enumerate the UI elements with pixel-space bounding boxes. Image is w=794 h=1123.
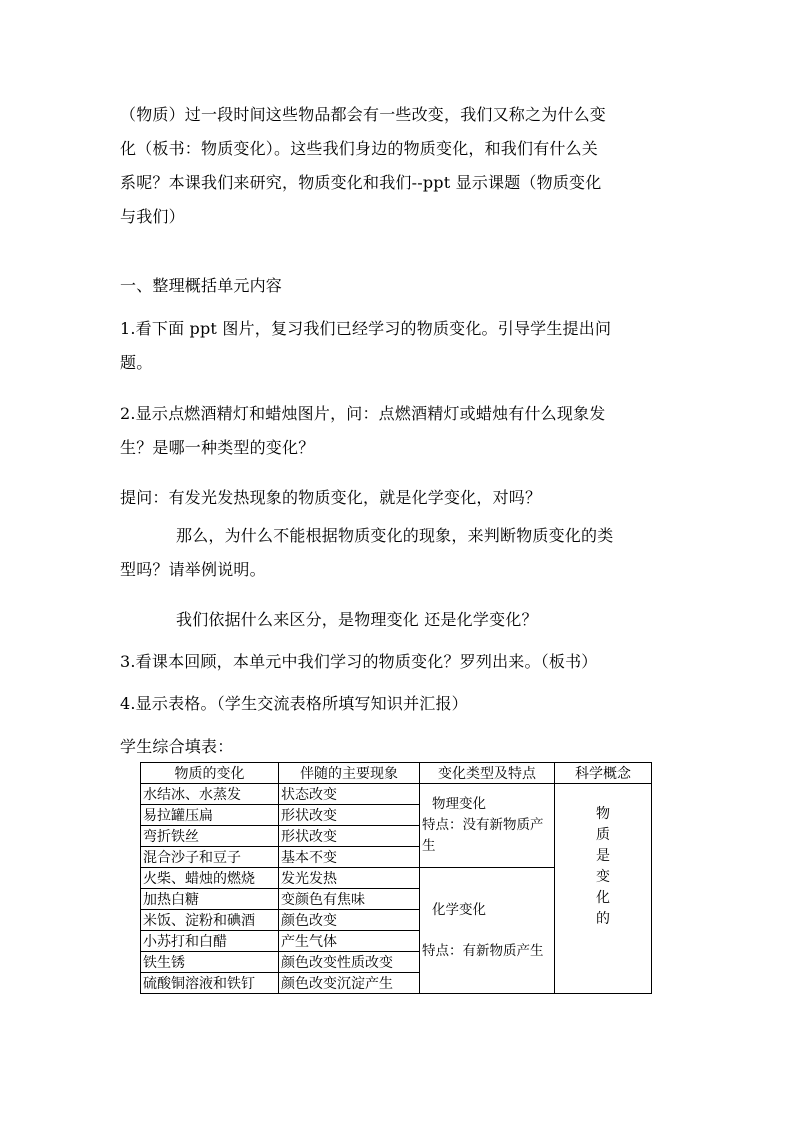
chemical-change-cell bbox=[420, 868, 555, 994]
physical-change-title: 物理变化 bbox=[432, 796, 486, 812]
header-type: 变化类型及特点 bbox=[420, 763, 555, 784]
phenomenon-cell: 发光发热 bbox=[279, 868, 420, 889]
concept-char: 是 bbox=[596, 848, 610, 864]
phenomenon-cell: 形状改变 bbox=[279, 805, 420, 826]
text-line: 题。 bbox=[120, 353, 153, 372]
text-line: 4.显示表格。（学生交流表格所填写知识并汇报） bbox=[120, 694, 468, 713]
phenomenon-cell: 形状改变 bbox=[279, 826, 420, 847]
concept-char: 变 bbox=[596, 869, 610, 885]
chemical-change-title: 化学变化 bbox=[432, 901, 486, 918]
physical-change-cell bbox=[420, 784, 555, 868]
header-phenomenon: 伴随的主要现象 bbox=[279, 763, 420, 784]
header-concept: 科学概念 bbox=[555, 763, 652, 784]
intro-paragraph bbox=[120, 98, 680, 234]
step-4-paragraph bbox=[120, 687, 680, 721]
concept-char: 化 bbox=[596, 890, 610, 906]
text-line: 3.看课本回顾，本单元中我们学习的物质变化？罗列出来。（板书） bbox=[120, 652, 598, 671]
phenomenon-cell: 颜色改变沉淀产生 bbox=[279, 973, 420, 994]
text-line: 化（板书：物质变化）。这些我们身边的物质变化，和我们有什么关 bbox=[120, 139, 599, 158]
concept-char: 物 bbox=[596, 806, 610, 822]
text-line: 学生综合填表： bbox=[120, 737, 234, 756]
text-line: 系呢？本课我们来研究，物质变化和我们--ppt 显示课题（物质变化 bbox=[120, 173, 602, 192]
header-change: 物质的变化 bbox=[141, 763, 279, 784]
text-line: （物质）过一段时间这些物品都会有一些改变，我们又称之为什么变 bbox=[120, 105, 607, 124]
table-row bbox=[141, 784, 652, 805]
phenomenon-cell: 变颜色有焦味 bbox=[279, 889, 420, 910]
concept-char: 质 bbox=[596, 827, 610, 843]
step-1-paragraph bbox=[120, 312, 680, 380]
phenomenon-cell: 状态改变 bbox=[279, 784, 420, 805]
text-line: 一、整理概括单元内容 bbox=[120, 276, 283, 295]
follow-up-paragraph bbox=[120, 519, 680, 587]
change-cell: 易拉罐压扁 bbox=[141, 805, 279, 826]
text-line: 与我们） bbox=[120, 207, 185, 226]
text-line: 1.看下面 ppt 图片，复习我们已经学习的物质变化。引导学生提出问 bbox=[120, 319, 612, 338]
change-cell: 硫酸铜溶液和铁钉 bbox=[141, 973, 279, 994]
phenomenon-cell: 基本不变 bbox=[279, 847, 420, 868]
question-paragraph bbox=[120, 481, 680, 515]
change-cell: 火柴、蜡烛的燃烧 bbox=[141, 868, 279, 889]
change-cell: 弯折铁丝 bbox=[141, 826, 279, 847]
chemical-change-feature: 特点：有新物质产生 bbox=[422, 942, 544, 959]
change-cell: 小苏打和白醋 bbox=[141, 931, 279, 952]
change-cell: 水结冰、水蒸发 bbox=[141, 784, 279, 805]
text-line: 型吗？请举例说明。 bbox=[120, 560, 266, 579]
change-cell: 加热白糖 bbox=[141, 889, 279, 910]
concept-cell bbox=[555, 784, 652, 994]
summary-table bbox=[140, 762, 652, 994]
text-line: 那么，为什么不能根据物质变化的现象，来判断物质变化的类 bbox=[176, 526, 614, 545]
text-line: 我们依据什么来区分，是物理变化 还是化学变化？ bbox=[176, 610, 538, 629]
physical-change-feature: 特点：没有新物质产生 bbox=[422, 817, 544, 854]
section-heading bbox=[120, 269, 680, 303]
phenomenon-cell: 颜色改变性质改变 bbox=[279, 952, 420, 973]
change-cell: 混合沙子和豆子 bbox=[141, 847, 279, 868]
table-header-row bbox=[141, 763, 652, 784]
step-3-paragraph bbox=[120, 645, 680, 679]
text-line: 提问：有发光发热现象的物质变化，就是化学变化，对吗？ bbox=[120, 488, 542, 507]
concept-char: 的 bbox=[596, 911, 610, 927]
step-2-paragraph bbox=[120, 397, 680, 465]
text-line: 生？是哪一种类型的变化？ bbox=[120, 438, 315, 457]
phenomenon-cell: 产生气体 bbox=[279, 931, 420, 952]
table-caption bbox=[120, 730, 680, 764]
phenomenon-cell: 颜色改变 bbox=[279, 910, 420, 931]
distinguish-paragraph bbox=[120, 603, 680, 637]
text-line: 2.显示点燃酒精灯和蜡烛图片，问：点燃酒精灯或蜡烛有什么现象发 bbox=[120, 404, 606, 423]
change-cell: 米饭、淀粉和碘酒 bbox=[141, 910, 279, 931]
change-cell: 铁生锈 bbox=[141, 952, 279, 973]
